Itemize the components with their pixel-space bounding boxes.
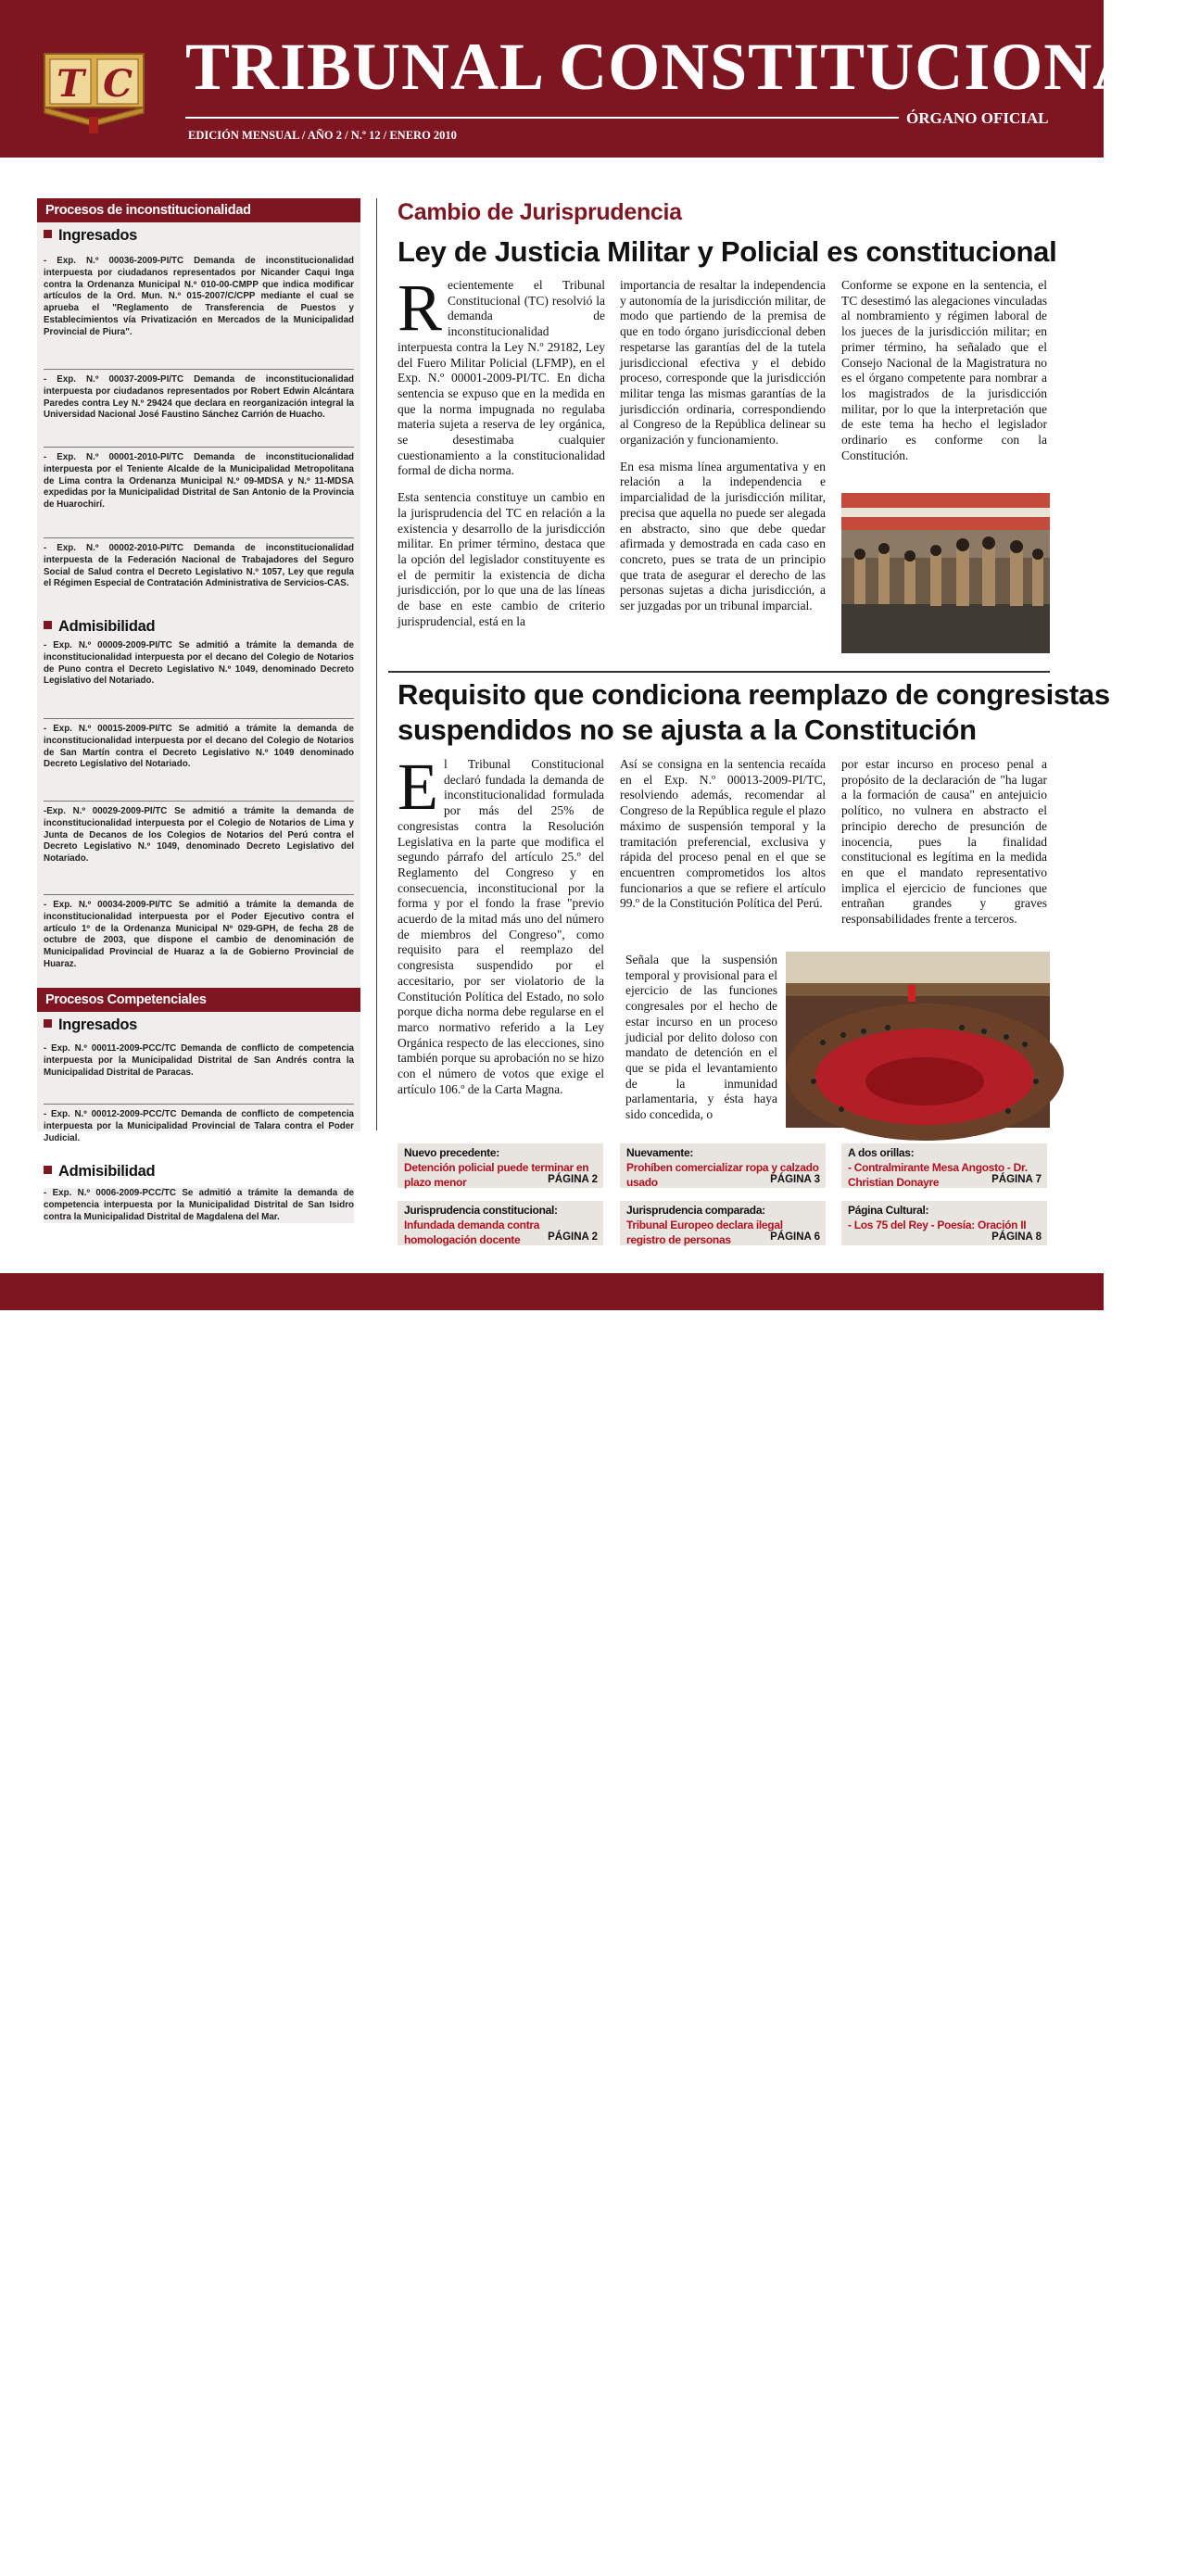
sidebar-subtitle: Ingresados bbox=[44, 1016, 137, 1034]
list-item: - Exp. N.º 00002-2010-PI/TC Demanda de inconstitucionalidad interpuesta de la Federación Nacional de Trabajadores del Seguro Social de Salud contra el Decreto Legislativo N.º 1057, Ley que regula el Régimen Especial de Contratación Administrativa de Servicios-CAS. bbox=[44, 543, 354, 589]
divider bbox=[44, 1104, 354, 1105]
promo-page: PÁGINA 2 bbox=[548, 1174, 598, 1185]
list-item: - Exp. N.º 00037-2009-PI/TC Demanda de inconstitucionalidad interpuesta por ciudadanos representados por Robert Edwin Alcántara Paredes contra Ley N.º 29424 que declara en reorganización integral la Universidad Nacional José Faustino Sánchez Carrión de Huacho. bbox=[44, 374, 354, 421]
list-item: -Exp. N.º 00029-2009-PI/TC Se admitió a trámite la demanda de inconstitucionalidad interpuesta por el Colegio de Notarios de Lima y Junta de Decanos de los Colegios de Notarios del Perú contra el Decreto Legislativo N.º 1049, denominado Decreto Legislativo del Notariado. bbox=[44, 806, 354, 865]
list-item: - Exp. N.º 00034-2009-PI/TC Se admitió a trámite la demanda de inconstitucionalidad interpuesta por el Poder Ejecutivo contra el artículo 1º de la Ordenanza Municipal Nº 029-GPH, de fecha 28 de octubre de 2003, que dispone el cambio de denominación de Municipalidad Provincial de Huaraz a la de Gobierno Provincial de Huaraz. bbox=[44, 900, 354, 969]
bullet-square-icon bbox=[44, 621, 52, 629]
sidebar-subtitle: Admisibilidad bbox=[44, 617, 155, 636]
article-column bbox=[398, 271, 605, 629]
divider bbox=[44, 369, 354, 370]
promo-page: PÁGINA 7 bbox=[991, 1174, 1042, 1185]
promo-kicker: Jurisprudencia comparada: bbox=[626, 1204, 765, 1217]
article-column bbox=[841, 757, 1047, 928]
promo-box[interactable] bbox=[841, 1143, 1047, 1188]
promo-title: - Los 75 del Rey - Poesía: Oración II bbox=[848, 1219, 1027, 1231]
sidebar-subtitle: Admisibilidad bbox=[44, 1162, 155, 1181]
drop-cap: R bbox=[398, 271, 443, 345]
svg-text:C: C bbox=[103, 62, 133, 106]
column-divider bbox=[376, 198, 377, 1130]
sidebar-section-title: Procesos de inconstitucionalidad bbox=[37, 198, 360, 222]
article-headline: Requisito que condiciona reemplazo de congresistas bbox=[398, 678, 1110, 711]
promo-kicker: Nuevamente: bbox=[626, 1146, 694, 1159]
promo-kicker: Página Cultural: bbox=[848, 1204, 929, 1217]
promo-box[interactable] bbox=[398, 1143, 603, 1188]
promo-kicker: A dos orillas: bbox=[848, 1146, 915, 1159]
promo-title: - Contralmirante Mesa Angosto - Dr. Christian Donayre bbox=[848, 1161, 1028, 1189]
promo-box[interactable] bbox=[398, 1201, 603, 1245]
article-column bbox=[398, 750, 604, 1097]
promo-title: Detención policial puede terminar en plazo menor bbox=[404, 1161, 589, 1189]
divider bbox=[44, 447, 354, 448]
sidebar-section-title: Procesos Competenciales bbox=[37, 988, 360, 1012]
edition-label: EDICIÓN MENSUAL / AÑO 2 / N.º 12 / ENERO 2010 bbox=[188, 129, 457, 142]
article-paragraph: En esa misma línea argumentativa y en relación a la independencia e imparcialidad de la jurisdicción militar, precisa que aquella no puede ser alegada en abstracto, sino que debe quedar afirmada y demostrada en cada caso en concreto, pues se trata de un principio que trata de asegurar el derecho de las personas sujetas a dicha jurisdicción, a ser juzgadas por un tribunal imparcial. bbox=[620, 459, 826, 613]
paper-title: TRIBUNAL CONSTITUCIONAL bbox=[185, 30, 1187, 104]
list-item: - Exp. N.º 00012-2009-PCC/TC Demanda de conflicto de competencia interpuesta por la Municipalidad Provincial de Talara contra el Poder Judicial. bbox=[44, 1109, 354, 1143]
promo-box[interactable] bbox=[620, 1143, 826, 1188]
divider bbox=[44, 718, 354, 719]
congress-hall-photo bbox=[786, 952, 1050, 1128]
list-item: - Exp. N.º 00011-2009-PCC/TC Demanda de conflicto de competencia interpuesta por la Municipalidad Distrital de San Andrés contra la Municipalidad Distrital de Paracas. bbox=[44, 1043, 354, 1078]
article-column bbox=[620, 757, 826, 912]
promo-kicker: Nuevo precedente: bbox=[404, 1146, 499, 1159]
article-headline: Ley de Justicia Militar y Policial es constitucional bbox=[398, 235, 1057, 268]
article-paragraph: Así se consigna en la sentencia recaída en el Exp. N.º 00013-2009-PI/TC, resolviendo además, recomendar al Congreso de la República regule el plazo máximo de suspensión temporal y la tramitación preferencial, exclusiva y rápida del proceso penal en el que se encuentren comprometidos los altos funcionarios a que se refiere el artículo 99.º de la Constitución Política del Perú. bbox=[620, 757, 826, 911]
article-paragraph: Conforme se expone en la sentencia, el TC desestimó las alegaciones vinculadas al nombramiento y régimen laboral de los jueces de la jurisdicción militar; en primer término, ha señalado que el Consejo Nacional de la Magistratura no es el órgano competente para nombrar a los magistrados de la jurisdicción militar, por lo que la interpretación que de este tema ha hecho el legislador ordinario es conforme con la Constitución. bbox=[841, 278, 1047, 462]
article-column bbox=[841, 278, 1047, 463]
promo-strip bbox=[398, 1143, 1050, 1246]
footer-contact: Jr. Ancash Nº 390 Cercado de Lima - Perú - Central Telefónica: 427-5814 www.tc.gob.pe webmaster@tc.gob.pe bbox=[154, 2557, 950, 2575]
promo-title: Infundada demanda contra homologación docente bbox=[404, 1219, 540, 1246]
article-paragraph: Esta sentencia constituye un cambio en la jurisprudencia del TC en relación a la existencia y desarrollo de la jurisdicción militar. En primer término, destaca que la opción del legislador constituyente es el de permitir la existencia de dicha jurisdicción, por lo que una de las líneas de base en este cambio de criterio jurisprudencial, está en la bbox=[398, 490, 605, 628]
article-paragraph: Señala que la suspensión temporal y provisional para el ejercicio de las funciones congresales por el hecho de estar incurso en un proceso judicial por delito doloso con mandato de detención en el que se pida el levantamiento de la inmunidad parlamentaria, y ésta haya sido concedida, o bbox=[625, 953, 777, 1122]
divider bbox=[44, 537, 354, 538]
promo-title: Prohíben comercializar ropa y calzado usado bbox=[626, 1161, 819, 1189]
promo-box[interactable] bbox=[841, 1201, 1047, 1245]
promo-box[interactable] bbox=[620, 1201, 826, 1245]
sidebar-subtitle: Ingresados bbox=[44, 226, 137, 245]
promo-page: PÁGINA 2 bbox=[548, 1231, 598, 1243]
section-divider bbox=[388, 671, 1050, 673]
article-column bbox=[620, 278, 826, 614]
promo-title: Tribunal Europeo declara ilegal registro de personas bbox=[626, 1219, 783, 1246]
footer bbox=[0, 1273, 1104, 2575]
article-column bbox=[625, 953, 777, 1123]
article-text: ecientemente el Tribunal Constitucional (TC) resolvió la demanda de inconstitucionalidad interpuesta contra la Ley N.º 29182, Ley del Fuero Militar Policial (LFMP), en el Exp. N.º 00001-2009-PI/TC. En dicha sentencia se expuso que en la medida en que la norma impugnada no regulaba materia sujeta a reserva de ley orgánica, se desestimaba cualquier cuestionamiento a la constitucionalidad formal de dicha norma. bbox=[398, 278, 605, 478]
article-paragraph: por estar incurso en proceso penal a propósito de la declaración de "ha lugar a la formación de causa" en antejuicio político, no vulnera en abstracto el principio derecho de presunción de inocencia, pues la finalidad constitucional es legítima en la medida en que el mandato representativo implica el ejercicio de funciones que entrañan grandes y graves responsabilidades frente a terceros. bbox=[841, 757, 1047, 927]
article-text: l Tribunal Constitucional declaró fundada la demanda de inconstitucionalidad formulada por más del 25% de congresistas contra la Resolución Legislativa en la parte que modifica el segundo párrafo del artículo 25.º del Reglamento del Congreso y en consecuencia, inconstitucional por la forma y por el fondo la frase "previo acuerdo de la mitad más uno del número de miembros del Congreso", como requisito para el reemplazo del congresista suspendido por el accesitario, por ser violatorio de la Constitución Política del Estado, no solo porque dicha norma debe regularse en el marco normativo referido a la Ley Orgánica respecto de las elecciones, sino también porque su aprobación no se hizo con el número de votos que exige el artículo 106.º de la Carta Magna. bbox=[398, 757, 604, 1096]
masthead bbox=[0, 0, 1187, 158]
tc-logo-icon bbox=[41, 28, 147, 134]
promo-page: PÁGINA 3 bbox=[770, 1174, 820, 1185]
list-item: - Exp. N.º 00001-2010-PI/TC Demanda de inconstitucionalidad interpuesta por el Teniente Alcalde de la Municipalidad Metropolitana de Lima contra la Ordenanza Municipal N.º 09-MDSA y N.º 11-MDSA expedidas por la Municipalidad Distrital de San Antonio de la Provincia de Huarochirí. bbox=[44, 452, 354, 511]
sidebar bbox=[37, 198, 360, 1143]
divider bbox=[44, 894, 354, 895]
masthead-rule bbox=[185, 117, 899, 119]
article-kicker: Cambio de Jurisprudencia bbox=[398, 199, 682, 225]
list-item: - Exp. N.º 00015-2009-PI/TC Se admitió a trámite la demanda de inconstitucionalidad interpuesta por el decano del Colegio de Notarios de San Martín contra el Decreto Legislativo N.º 1049 denominado Decreto Legislativo del Notariado. bbox=[44, 724, 354, 770]
svg-text:T: T bbox=[57, 62, 84, 106]
drop-cap: E bbox=[398, 750, 438, 824]
bullet-square-icon bbox=[44, 1019, 52, 1028]
military-parade-photo bbox=[841, 493, 1050, 653]
bullet-square-icon bbox=[44, 1166, 52, 1174]
promo-kicker: Jurisprudencia constitucional: bbox=[404, 1204, 558, 1217]
article-headline: suspendidos no se ajusta a la Constitución bbox=[398, 713, 977, 746]
organ-label: ÓRGANO OFICIAL bbox=[906, 109, 1049, 127]
divider bbox=[44, 801, 354, 802]
article-paragraph: importancia de resaltar la independencia y autonomía de la jurisdicción militar, de modo que partiendo de la premisa de que en todo órgano jurisdiccional deben respetarse las garantías del de la tutela jurisdiccional efectiva y el debido proceso, corresponde que la jurisdicción militar tenga las mismas garantías de la jurisdicción ordinaria, correspondiendo al Congreso de la República delinear su organización y funcionamiento. bbox=[620, 278, 826, 448]
promo-page: PÁGINA 8 bbox=[991, 1231, 1042, 1243]
list-item: - Exp. N.º 00036-2009-PI/TC Demanda de inconstitucionalidad interpuesta por ciudadanos representados por Nicander Caqui Inga contra la Ordenanza Municipal N.º 010-00-CMPP que indica modificar artículos de la Ord. Mun. N.º 015-2007/C/CPP mediante el cual se aprueba el "Reglamento de Transferencia de Puestos y Establecimientos vía Privatización en Mercados de la Municipalidad Provincial de Piura". bbox=[44, 256, 354, 337]
list-item: - Exp. N.º 0006-2009-PCC/TC Se admitió a trámite la demanda de competencia interpuesta por la Municipalidad Distrital de San Isidro contra la Municipalidad Distrital de Magdalena del Mar. bbox=[44, 1188, 354, 1222]
promo-page: PÁGINA 6 bbox=[770, 1231, 820, 1243]
list-item: - Exp. N.º 00009-2009-PI/TC Se admitió a trámite la demanda de inconstitucionalidad interpuesta por el decano del Colegio de Notarios de Puno contra el Decreto Legislativo N.º 1049, denominado Decreto Legislativo del Notariado. bbox=[44, 640, 354, 687]
bullet-square-icon bbox=[44, 230, 52, 238]
